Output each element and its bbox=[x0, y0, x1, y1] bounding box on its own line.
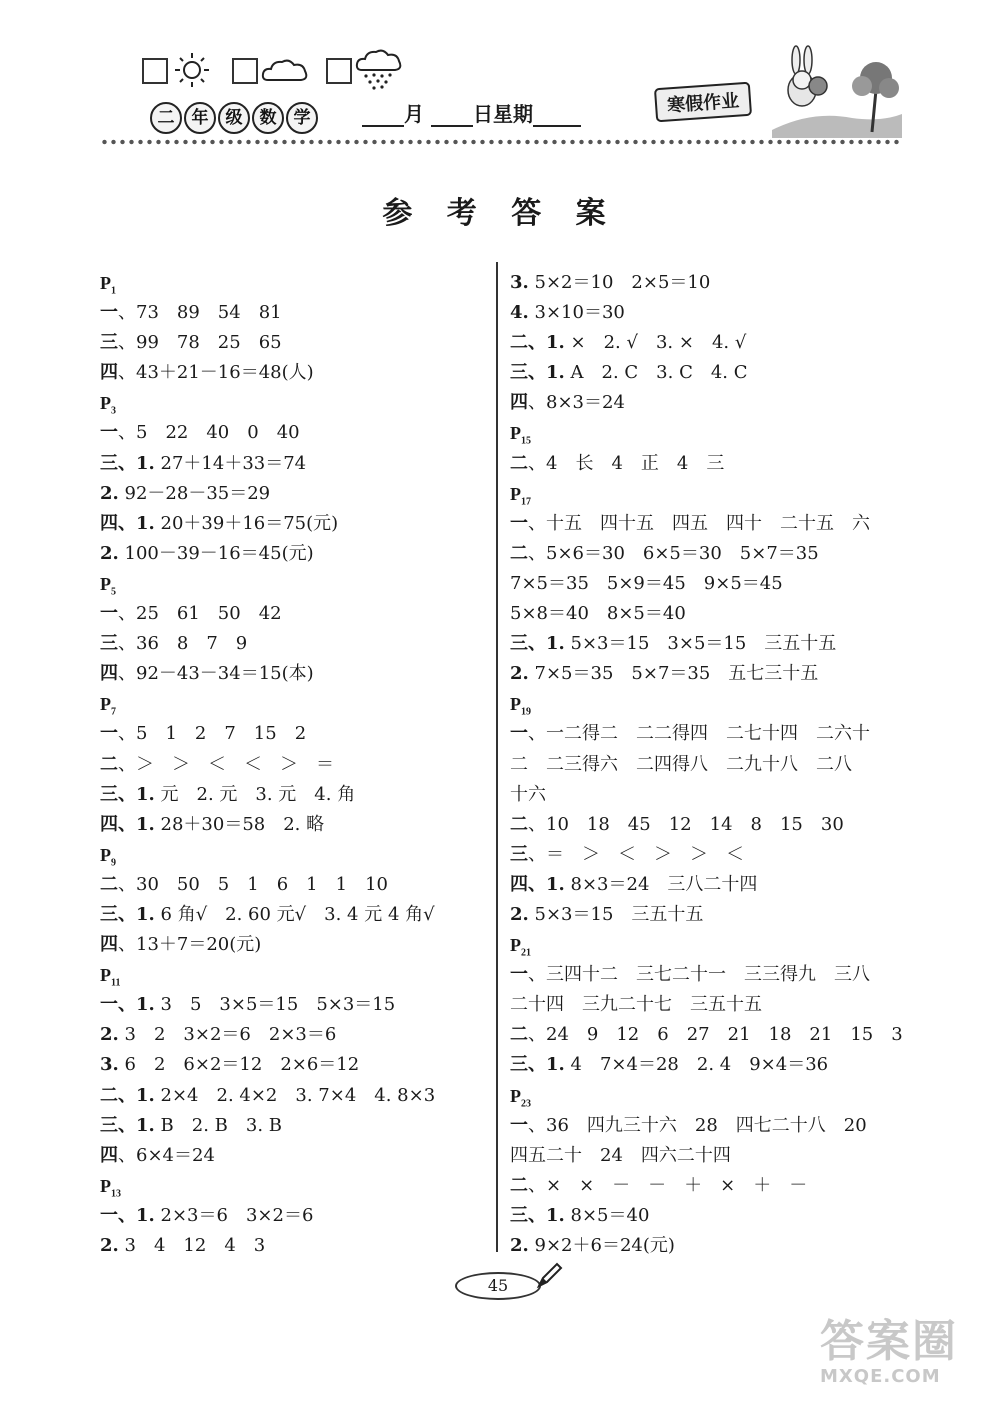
question-number: 4. bbox=[510, 302, 529, 324]
question-number: 2. bbox=[100, 542, 119, 564]
question-number: 三、1. bbox=[510, 362, 565, 384]
answer-line bbox=[100, 1111, 490, 1141]
page-ref-letter: P bbox=[510, 423, 521, 444]
answer-line bbox=[510, 1141, 910, 1171]
answer-text: × 2. √ 3. × 4. √ bbox=[564, 332, 747, 354]
answer-line bbox=[510, 780, 910, 810]
page-ref-number: 3 bbox=[111, 405, 116, 417]
answer-text: 3 4 12 4 3 bbox=[118, 1235, 266, 1256]
question-number: 三、1. bbox=[100, 783, 155, 805]
grade-subject-label bbox=[150, 102, 318, 132]
page-ref-number: 1 bbox=[111, 285, 116, 297]
answer-text: 2×3＝6 3×2＝6 bbox=[154, 1204, 314, 1226]
rabbit-landscape-illustration bbox=[772, 40, 902, 138]
question-number: 二、1. bbox=[510, 332, 565, 354]
page-ref-heading bbox=[100, 388, 490, 418]
month-blank[interactable] bbox=[362, 107, 404, 127]
question-number: 一 bbox=[510, 512, 528, 534]
answer-text: 5×3＝15 三五十五 bbox=[528, 903, 704, 925]
answer-line bbox=[510, 900, 910, 930]
page-ref-heading bbox=[510, 689, 910, 719]
answer-line bbox=[100, 358, 490, 388]
page-ref-letter: P bbox=[510, 694, 521, 715]
page-ref-letter: P bbox=[100, 573, 111, 594]
answer-line bbox=[510, 990, 910, 1020]
grade-char: 数 bbox=[252, 102, 284, 134]
answer-line bbox=[100, 990, 490, 1020]
question-number: 2. bbox=[100, 1235, 119, 1256]
question-number: 一 bbox=[510, 964, 528, 986]
answer-text: 、＝ ＞ ＜ ＞ ＞ ＜ bbox=[528, 843, 744, 865]
page-ref-number: 23 bbox=[521, 1098, 531, 1110]
question-number: 四 bbox=[100, 1144, 118, 1166]
dotted-divider bbox=[100, 138, 900, 146]
month-label: 月 bbox=[404, 102, 424, 126]
answer-line bbox=[510, 268, 910, 298]
page-ref-heading bbox=[510, 479, 910, 509]
question-number: 2. bbox=[100, 482, 119, 504]
question-number: 2. bbox=[510, 1235, 529, 1256]
weather-checkbox-sunny[interactable] bbox=[142, 58, 168, 84]
question-number: 2. bbox=[510, 903, 529, 925]
answer-text: 、30 50 5 1 6 1 1 10 bbox=[118, 873, 388, 895]
answer-column-left bbox=[100, 268, 490, 1261]
answer-line bbox=[510, 449, 910, 479]
answer-text: 27＋14＋33＝74 bbox=[154, 452, 307, 474]
page-ref-number: 17 bbox=[521, 496, 531, 508]
answer-text: 2×4 2. 4×2 3. 7×4 4. 8×3 bbox=[154, 1084, 436, 1106]
answer-text: 9×2＋6＝24(元) bbox=[528, 1235, 675, 1256]
question-number: 一、1. bbox=[100, 994, 155, 1016]
question-number: 一 bbox=[510, 1114, 528, 1136]
answer-text: 、43＋21－16＝48(人) bbox=[118, 362, 314, 384]
date-line bbox=[362, 98, 581, 127]
page-ref-number: 15 bbox=[521, 436, 531, 448]
page-title: 参 考 答 案 bbox=[382, 196, 618, 231]
column-divider bbox=[496, 262, 498, 1252]
answer-text: 、十五 四十五 四五 四十 二十五 六 bbox=[528, 512, 870, 534]
answer-line bbox=[100, 870, 490, 900]
answer-text: 、36 8 7 9 bbox=[118, 633, 248, 655]
answer-line bbox=[510, 1050, 910, 1080]
page-ref-number: 9 bbox=[111, 857, 116, 869]
answer-line bbox=[100, 509, 490, 539]
answer-line bbox=[100, 328, 490, 358]
question-number: 3. bbox=[100, 1054, 119, 1076]
question-number: 3. bbox=[510, 272, 529, 293]
answer-line bbox=[510, 870, 910, 900]
answer-line bbox=[100, 1201, 490, 1231]
page-ref-heading bbox=[100, 960, 490, 990]
answer-line bbox=[100, 599, 490, 629]
question-number: 2. bbox=[100, 1024, 119, 1046]
answer-text: A 2. C 3. C 4. C bbox=[564, 362, 748, 384]
answer-text: 、92－43－34＝15(本) bbox=[118, 663, 314, 685]
answer-text: 元 2. 元 3. 元 4. 角 bbox=[154, 783, 356, 805]
answer-text: 、5 1 2 7 15 2 bbox=[118, 723, 307, 745]
answer-line bbox=[100, 659, 490, 689]
watermark-text: 答案圈 bbox=[820, 1316, 958, 1367]
answer-text: 8×5＝40 bbox=[564, 1204, 650, 1226]
answer-line bbox=[510, 539, 910, 569]
answer-line bbox=[510, 1201, 910, 1231]
question-number: 二 bbox=[510, 813, 528, 835]
question-number: 一 bbox=[100, 422, 118, 444]
answer-line bbox=[510, 599, 910, 629]
answer-text: 、5×6＝30 6×5＝30 5×7＝35 bbox=[528, 542, 819, 564]
answer-line bbox=[100, 479, 490, 509]
page-ref-letter: P bbox=[100, 694, 111, 715]
page-ref-heading bbox=[510, 930, 910, 960]
answer-text: 6 2 6×2＝12 2×6＝12 bbox=[118, 1054, 360, 1076]
page-ref-heading bbox=[100, 840, 490, 870]
answer-text: 28＋30＝58 2. 略 bbox=[154, 813, 325, 835]
answer-text: 、36 四九三十六 28 四七二十八 20 bbox=[528, 1114, 867, 1136]
answer-line bbox=[100, 1081, 490, 1111]
page-header bbox=[100, 40, 900, 140]
answer-text: 3 2 3×2＝6 2×3＝6 bbox=[118, 1024, 337, 1046]
answer-line bbox=[510, 810, 910, 840]
answer-text: 、13＋7＝20(元) bbox=[118, 934, 262, 956]
page-number: 45 bbox=[455, 1272, 541, 1300]
page-ref-heading bbox=[510, 418, 910, 448]
question-number: 二 bbox=[100, 873, 118, 895]
answer-text: 20＋39＋16＝75(元) bbox=[154, 512, 339, 534]
answer-line bbox=[100, 539, 490, 569]
answer-text: 100－39－16＝45(元) bbox=[118, 542, 314, 564]
weekday-blank[interactable] bbox=[533, 107, 581, 127]
question-number: 三 bbox=[510, 843, 528, 865]
answer-text: 5×8＝40 8×5＝40 bbox=[510, 603, 686, 625]
answer-line bbox=[510, 1231, 910, 1261]
answer-line bbox=[510, 840, 910, 870]
answer-line bbox=[510, 298, 910, 328]
question-number: 四 bbox=[510, 392, 528, 414]
page-ref-heading bbox=[100, 268, 490, 298]
answer-line bbox=[510, 629, 910, 659]
question-number: 一 bbox=[100, 723, 118, 745]
grade-char: 学 bbox=[286, 102, 318, 134]
question-number: 一、1. bbox=[100, 1204, 155, 1226]
answer-line bbox=[510, 358, 910, 388]
question-number: 四 bbox=[100, 362, 118, 384]
answer-line bbox=[100, 449, 490, 479]
page-ref-number: 5 bbox=[111, 586, 116, 598]
grade-char: 二 bbox=[150, 102, 182, 134]
question-number: 二 bbox=[510, 1024, 528, 1046]
page-ref-letter: P bbox=[100, 1175, 111, 1196]
answer-line bbox=[100, 750, 490, 780]
grade-char: 年 bbox=[184, 102, 216, 134]
answer-text: 十六 bbox=[510, 783, 546, 805]
page-ref-heading bbox=[100, 1171, 490, 1201]
answer-line bbox=[100, 1050, 490, 1080]
answer-text: 5×2＝10 2×5＝10 bbox=[528, 272, 711, 293]
answer-column-right bbox=[510, 268, 910, 1261]
answer-text: 、一二得二 二二得四 二七十四 二六十 bbox=[528, 723, 870, 745]
answer-line bbox=[510, 719, 910, 749]
watermark-logo bbox=[820, 1318, 958, 1387]
question-number: 三、1. bbox=[510, 1204, 565, 1226]
answer-text: 、10 18 45 12 14 8 15 30 bbox=[528, 813, 844, 835]
answer-line bbox=[510, 1171, 910, 1201]
answer-text: 二十四 三九二十七 三五十五 bbox=[510, 994, 762, 1016]
question-number: 三 bbox=[100, 332, 118, 354]
answer-text: 7×5＝35 5×7＝35 五七三十五 bbox=[528, 663, 819, 685]
answer-text: 8×3＝24 三八二十四 bbox=[564, 873, 758, 895]
question-number: 三、1. bbox=[100, 903, 155, 925]
answer-line bbox=[510, 960, 910, 990]
day-weekday-label: 日星期 bbox=[472, 102, 533, 126]
answer-line bbox=[100, 930, 490, 960]
question-number: 一 bbox=[100, 302, 118, 324]
answer-text: 、73 89 54 81 bbox=[118, 302, 282, 324]
answer-line bbox=[510, 509, 910, 539]
question-number: 二 bbox=[100, 753, 118, 775]
answer-line bbox=[100, 780, 490, 810]
grade-char: 级 bbox=[218, 102, 250, 134]
question-number: 三 bbox=[100, 633, 118, 655]
watermark-url: MXQE.COM bbox=[820, 1366, 941, 1387]
answer-line bbox=[100, 298, 490, 328]
page-ref-letter: P bbox=[510, 1085, 521, 1106]
page-ref-number: 21 bbox=[521, 947, 531, 959]
page-ref-heading bbox=[510, 1081, 910, 1111]
answer-line bbox=[510, 1111, 910, 1141]
answer-line bbox=[100, 418, 490, 448]
answer-text: 二 二三得六 二四得八 二九十八 二八 bbox=[510, 753, 852, 775]
page-ref-letter: P bbox=[510, 483, 521, 504]
page-ref-letter: P bbox=[100, 844, 111, 865]
answer-text: 、24 9 12 6 27 21 18 21 15 3 bbox=[528, 1024, 903, 1046]
answer-text: 5×3＝15 3×5＝15 三五十五 bbox=[564, 633, 837, 655]
winter-homework-sign: 寒假作业 bbox=[654, 82, 752, 123]
answer-line bbox=[100, 719, 490, 749]
answer-line bbox=[510, 569, 910, 599]
answer-text: 92－28－35＝29 bbox=[118, 482, 271, 504]
question-number: 二 bbox=[510, 452, 528, 474]
answer-text: 、8×3＝24 bbox=[528, 392, 625, 414]
answer-line bbox=[510, 750, 910, 780]
answer-text: 、99 78 25 65 bbox=[118, 332, 282, 354]
answer-text: 、5 22 40 0 40 bbox=[118, 422, 300, 444]
page-ref-number: 13 bbox=[111, 1188, 121, 1200]
question-number: 二 bbox=[510, 542, 528, 564]
answer-text: 4 7×4＝28 2. 4 9×4＝36 bbox=[564, 1054, 829, 1076]
answer-line bbox=[100, 1020, 490, 1050]
question-number: 四、1. bbox=[510, 873, 565, 895]
question-number: 2. bbox=[510, 663, 529, 685]
page-ref-heading bbox=[100, 569, 490, 599]
answer-text: 、三四十二 三七二十一 三三得九 三八 bbox=[528, 964, 870, 986]
answer-line bbox=[100, 1231, 490, 1261]
question-number: 二 bbox=[510, 1174, 528, 1196]
answer-line bbox=[510, 1020, 910, 1050]
page-ref-letter: P bbox=[510, 935, 521, 956]
question-number: 二、1. bbox=[100, 1084, 155, 1106]
cloud-icon bbox=[260, 54, 310, 86]
answer-line bbox=[100, 1141, 490, 1171]
answer-text: 6 角√ 2. 60 元√ 3. 4 元 4 角√ bbox=[154, 903, 435, 925]
answer-text: 、4 长 4 正 4 三 bbox=[528, 452, 725, 474]
question-number: 四、1. bbox=[100, 813, 155, 835]
question-number: 三、1. bbox=[510, 633, 565, 655]
sun-icon bbox=[170, 50, 214, 90]
answer-line bbox=[100, 810, 490, 840]
answer-text: 、25 61 50 42 bbox=[118, 603, 282, 625]
pencil-icon bbox=[535, 1260, 565, 1290]
answer-text: 、＞ ＞ ＜ ＜ ＞ ＝ bbox=[118, 753, 334, 775]
weather-checkbox-rainy[interactable] bbox=[326, 58, 352, 84]
question-number: 四 bbox=[100, 934, 118, 956]
page-ref-letter: P bbox=[100, 393, 111, 414]
page-ref-number: 11 bbox=[111, 977, 121, 989]
rain-cloud-icon bbox=[354, 48, 404, 90]
page-ref-letter: P bbox=[100, 965, 111, 986]
answer-line bbox=[100, 629, 490, 659]
answer-text: 3 5 3×5＝15 5×3＝15 bbox=[154, 994, 396, 1016]
question-number: 三、1. bbox=[510, 1054, 565, 1076]
question-number: 一 bbox=[510, 723, 528, 745]
answer-text: B 2. B 3. B bbox=[154, 1114, 282, 1136]
day-blank[interactable] bbox=[431, 107, 473, 127]
answer-line bbox=[510, 659, 910, 689]
answer-text: 、× × － － ＋ × ＋ － bbox=[528, 1174, 808, 1196]
page-ref-heading bbox=[100, 689, 490, 719]
page-ref-number: 7 bbox=[111, 706, 116, 718]
question-number: 三、1. bbox=[100, 452, 155, 474]
answer-text: 四五二十 24 四六二十四 bbox=[510, 1144, 731, 1166]
answer-line bbox=[510, 388, 910, 418]
answer-line bbox=[510, 328, 910, 358]
page-ref-letter: P bbox=[100, 273, 111, 293]
question-number: 一 bbox=[100, 603, 118, 625]
answer-text: 3×10＝30 bbox=[528, 302, 625, 324]
page-ref-number: 19 bbox=[521, 706, 531, 718]
answer-text: 7×5＝35 5×9＝45 9×5＝45 bbox=[510, 572, 783, 594]
question-number: 四 bbox=[100, 663, 118, 685]
question-number: 四、1. bbox=[100, 512, 155, 534]
weather-checkbox-cloudy[interactable] bbox=[232, 58, 258, 84]
question-number: 三、1. bbox=[100, 1114, 155, 1136]
answer-text: 、6×4＝24 bbox=[118, 1144, 215, 1166]
answer-line bbox=[100, 900, 490, 930]
